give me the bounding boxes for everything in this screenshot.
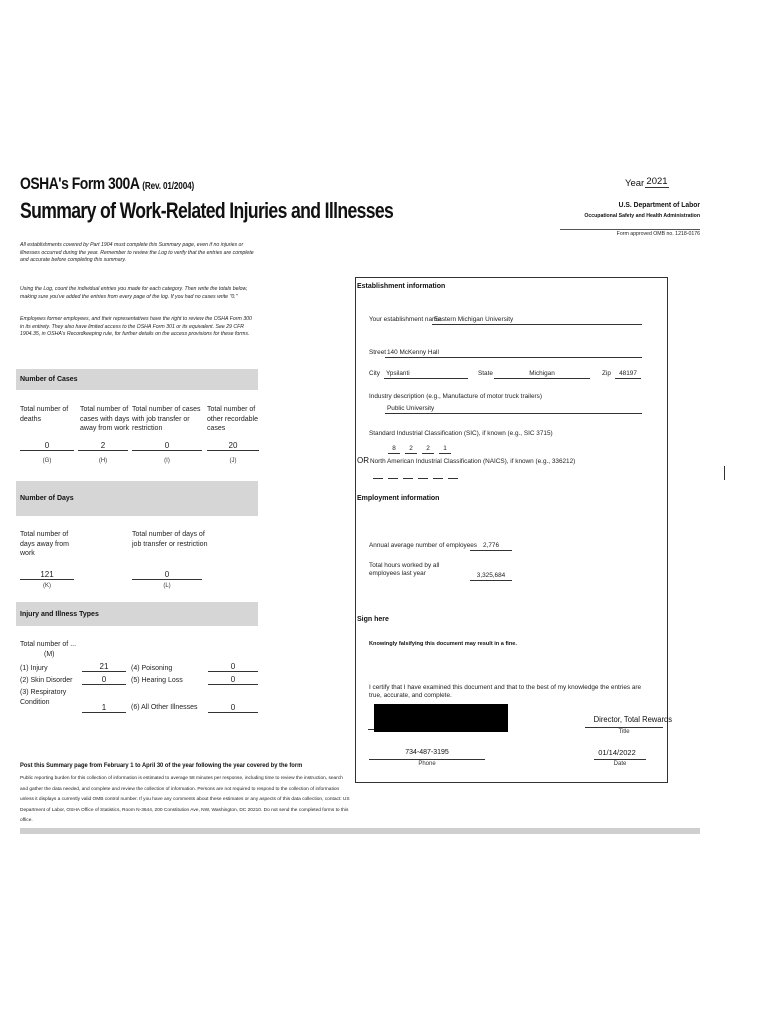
skin-disorder-label: (2) Skin Disorder	[20, 677, 73, 684]
state-label: State	[478, 370, 493, 377]
naics-digit-4[interactable]	[418, 478, 428, 479]
form-title-text: OSHA's Form 300A	[20, 174, 139, 193]
omb-number: Form approved OMB no. 1218-0176	[616, 231, 700, 237]
industry-label: Industry description (e.g., Manufacture of motor truck trailers)	[369, 393, 542, 400]
agency-name: Occupational Safety and Health Administration	[584, 213, 700, 219]
days-away-cases-label: Total number of cases with days away from work	[80, 406, 130, 432]
injury-label: (1) Injury	[20, 665, 48, 672]
naics-digit-3[interactable]	[403, 478, 413, 479]
zip-field[interactable]: 48197	[615, 370, 641, 379]
days-section-header: Number of Days	[16, 481, 258, 516]
code-j: (J)	[229, 458, 237, 464]
poisoning-value[interactable]: 0	[208, 662, 258, 672]
days-away-cases-value[interactable]: 2	[78, 441, 128, 451]
total-hours-label: Total hours worked by all employees last year	[369, 562, 440, 577]
street-field[interactable]: 140 McKenny Hall	[385, 349, 642, 358]
page-title: Summary of Work-Related Injuries and Illnesses	[20, 198, 394, 223]
year-label: Year	[625, 178, 645, 189]
code-l: (L)	[163, 583, 171, 589]
form-revision: (Rev. 01/2004)	[142, 181, 195, 192]
other-cases-label: Total number of other recordable cases	[207, 406, 258, 432]
cases-section-header: Number of Cases	[16, 369, 258, 390]
hearing-loss-label: (5) Hearing Loss	[131, 677, 183, 684]
code-h: (H)	[98, 458, 108, 464]
form-title	[20, 174, 194, 194]
days-transfer-label: Total number of days of job transfer or restriction	[132, 531, 208, 548]
edge-marker	[724, 466, 725, 480]
naics-digit-6[interactable]	[448, 478, 458, 479]
code-g: (G)	[42, 458, 52, 464]
poisoning-label: (4) Poisoning	[131, 665, 173, 672]
hearing-loss-value[interactable]: 0	[208, 675, 258, 685]
transfer-cases-value[interactable]: 0	[132, 441, 202, 451]
phone-label: Phone	[418, 761, 436, 767]
sic-digit-2[interactable]: 2	[405, 445, 417, 454]
street-label: Street	[369, 349, 387, 356]
other-illnesses-label: (6) All Other Illnesses	[131, 704, 198, 711]
days-away-value[interactable]: 121	[20, 570, 74, 580]
respiratory-label: (3) Respiratory Condition	[20, 689, 67, 706]
naics-label: North American Industrial Classification (NAICS), if known (e.g., 336212)	[370, 458, 576, 465]
instructions-paragraph-1: All establishments covered by Part 1904 must complete this Summary page, even if no injuries or illnesses occurred during the year. Remember to review the Log to verify that the entries are complete and accurate before completing this summary.	[20, 242, 254, 263]
establishment-heading: Establishment information	[357, 283, 446, 290]
certify-statement: I certify that I have examined this document and that to the best of my knowledge the entries are true, accurate, and complete.	[369, 684, 642, 699]
establishment-name-label: Your establishment name	[369, 316, 441, 323]
sic-label: Standard Industrial Classification (SIC), if known (e.g., SIC 3715)	[369, 430, 553, 437]
skin-disorder-value[interactable]: 0	[82, 675, 126, 685]
days-away-label: Total number of days away from work	[20, 531, 70, 557]
city-label: City	[369, 370, 381, 377]
naics-digit-2[interactable]	[388, 478, 398, 479]
title-label: Title	[618, 729, 630, 735]
phone-field[interactable]: 734-487-3195	[405, 749, 449, 756]
other-illnesses-value[interactable]: 0	[208, 703, 258, 713]
naics-digit-5[interactable]	[433, 478, 443, 479]
days-transfer-value[interactable]: 0	[132, 570, 202, 580]
phone-underline	[369, 759, 485, 760]
deaths-label: Total number of deaths	[20, 406, 69, 423]
types-section-header: Injury and Illness Types	[16, 602, 258, 626]
total-hours-field[interactable]: 3,325,684	[470, 572, 512, 581]
sic-digit-4[interactable]: 1	[439, 445, 451, 454]
code-i: (I)	[164, 458, 170, 464]
date-underline	[594, 759, 646, 760]
zip-label: Zip	[602, 370, 611, 377]
or-label: OR	[357, 456, 369, 465]
code-m: (M)	[44, 651, 55, 658]
header-divider	[560, 229, 700, 230]
injury-value[interactable]: 21	[82, 662, 126, 672]
naics-digit-1[interactable]	[373, 478, 383, 479]
other-cases-value[interactable]: 20	[207, 441, 259, 451]
transfer-cases-label: Total number of cases with job transfer or restriction	[132, 406, 201, 432]
burden-statement: Public reporting burden for this collection of information is estimated to average 58 minutes per response, including time to review the instruction, search and gather the data needed, and complete and review the collection of information. Persons are not required to respond to the collection of information unless it displays a currently valid OMB control number. If you have any comments about these estimates or any aspects of this data collection, contact: US Department of Labor, OSHA Office of Statistics, Room N-3644, 200 Constitution Ave, NW, Washington, DC 20210. Do not send the completed forms to this office.	[20, 776, 350, 823]
deaths-value[interactable]: 0	[20, 441, 74, 451]
title-field[interactable]: Director, Total Rewards	[593, 715, 673, 724]
sic-digit-3[interactable]: 2	[422, 445, 434, 454]
post-notice: Post this Summary page from February 1 to April 30 of the year following the year covered by the form	[20, 762, 303, 769]
instructions-paragraph-2: Using the Log, count the individual entries you made for each category. Then write the totals below, making sure you've added the entries from every page of the log. If you had no cases write "0."	[20, 286, 248, 300]
respiratory-value[interactable]: 1	[82, 703, 126, 713]
employment-heading: Employment information	[357, 495, 440, 502]
instructions-paragraph-3: Employees former employees, and their representatives have the right to review the OSHA Form 300 in its entirety. They also have limited access to the OSHA Form 301 or its equivalent. See 29 CFR 1904.35, in OSHA's Recordkeeping rule, for further details on the access provisions for these forms.	[20, 316, 252, 337]
bottom-rule	[20, 828, 700, 834]
code-k: (K)	[43, 583, 51, 589]
title-underline	[585, 727, 663, 728]
redacted-signature	[374, 704, 508, 732]
city-field[interactable]: Ypsilanti	[384, 370, 468, 379]
falsify-warning: Knowingly falsifying this document may result in a fine.	[369, 641, 517, 647]
avg-employees-field[interactable]: 2,776	[470, 542, 512, 551]
sic-digit-1[interactable]: 8	[388, 445, 400, 454]
industry-field[interactable]: Public University	[385, 405, 642, 414]
department-name: U.S. Department of Labor	[618, 200, 700, 209]
types-intro: Total number of ...	[20, 641, 77, 648]
date-label: Date	[613, 761, 627, 767]
date-field[interactable]: 01/14/2022	[598, 748, 636, 757]
year-value[interactable]: 2021	[646, 176, 668, 187]
sign-heading: Sign here	[357, 616, 389, 623]
state-field[interactable]: Michigan	[494, 370, 590, 379]
avg-employees-label: Annual average number of employees	[369, 542, 477, 549]
establishment-name-field[interactable]: Eastern Michigan University	[432, 316, 642, 325]
